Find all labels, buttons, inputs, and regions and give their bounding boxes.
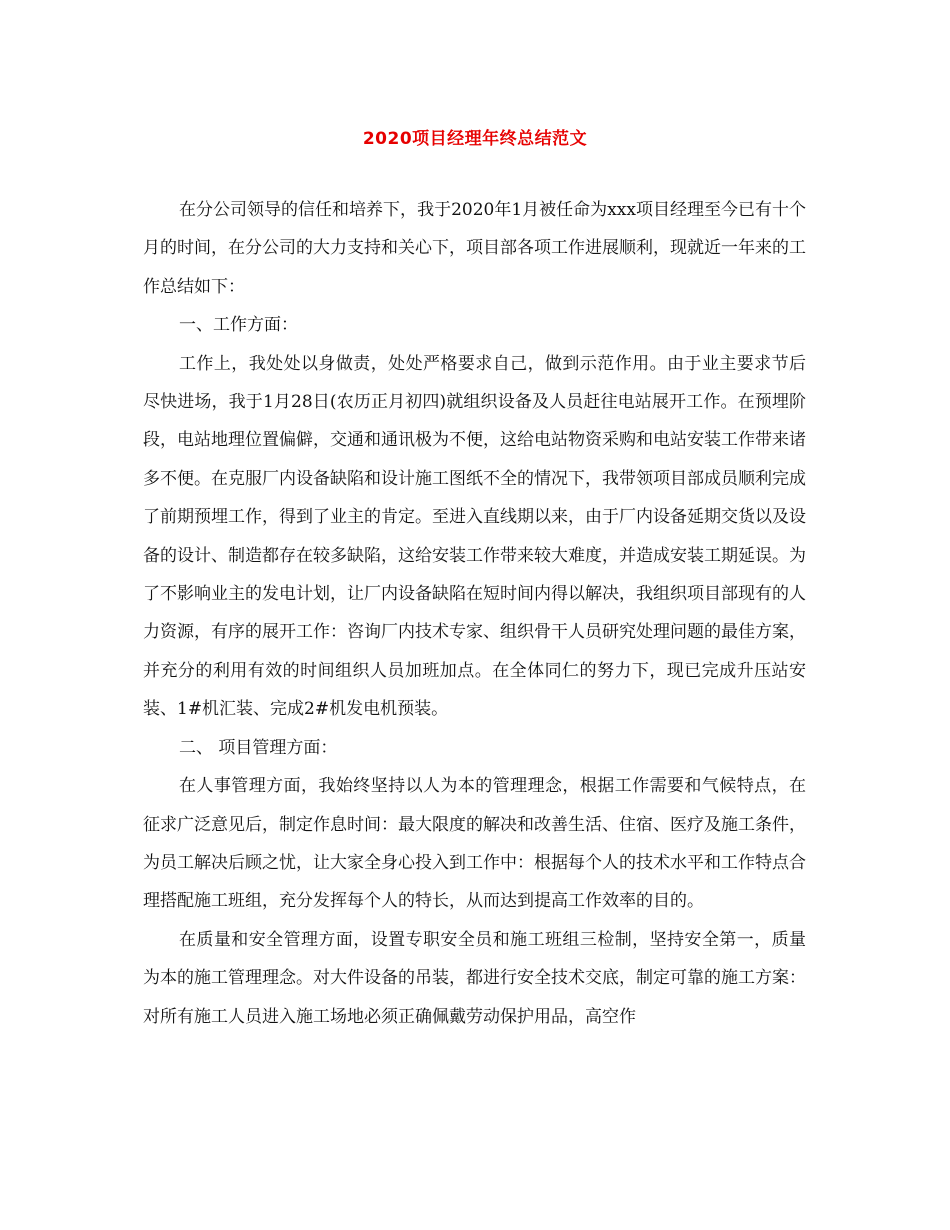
document-title: 2020项目经理年终总结范文 bbox=[362, 129, 588, 149]
document-body bbox=[143, 191, 806, 1036]
paragraph-quality-safety: 在质量和安全管理方面，设置专职安全员和施工班组三检制，坚持安全第一，质量为本的施工管理理念。对大件设备的吊装，都进行安全技术交底，制定可靠的施工方案：对所有施工人员进入施工场地必须正确佩戴劳动保护用品，高空作 bbox=[143, 929, 806, 1027]
section-heading-work: 一、工作方面： bbox=[179, 315, 298, 336]
paragraph-intro: 在分公司领导的信任和培养下，我于2020年1月被任命为xxx项目经理至今已有十个月的时间，在分公司的大力支持和关心下，项目部各项工作进展顺利，现就近一年来的工作总结如下： bbox=[143, 200, 806, 297]
paragraph-personnel: 在人事管理方面，我始终坚持以人为本的管理理念，根据工作需要和气候特点，在征求广泛意见后，制定作息时间：最大限度的解决和改善生活、住宿、医疗及施工条件，为员工解决后顾之忧，让大家全身心投入到工作中：根据每个人的技术水平和工作特点合理搭配施工班组，充分发挥每个人的特长，从而达到提高工作效率的目的。 bbox=[143, 776, 806, 912]
section-heading-management: 二、 项目管理方面： bbox=[179, 737, 338, 758]
paragraph-work: 工作上，我处处以身做责，处处严格要求自己，做到示范作用。由于业主要求节后尽快进场，我于1月28日(农历正月初四)就组织设备及人员赶往电站展开工作。在预埋阶段，电站地理位置偏僻，交通和通讯极为不便，这给电站物资采购和电站安装工作带来诸多不便。在克服厂内设备缺陷和设计施工图纸不全的情况下，我带领项目部成员顺利完成了前期预埋工作，得到了业主的肯定。至进入直线期以来，由于厂内设备延期交货以及设备的设计、制造都存在较多缺陷，这给安装工作带来较大难度，并造成安装工期延误。为了不影响业主的发电计划，让厂内设备缺陷在短时间内得以解决，我组织项目部现有的人力资源，有序的展开工作：咨询厂内技术专家、组织骨干人员研究处理问题的最佳方案，并充分的利用有效的时间组织人员加班加点。在全体同仁的努力下，现已完成升压站安装、1#机汇装、完成2#机发电机预装。 bbox=[143, 353, 806, 720]
